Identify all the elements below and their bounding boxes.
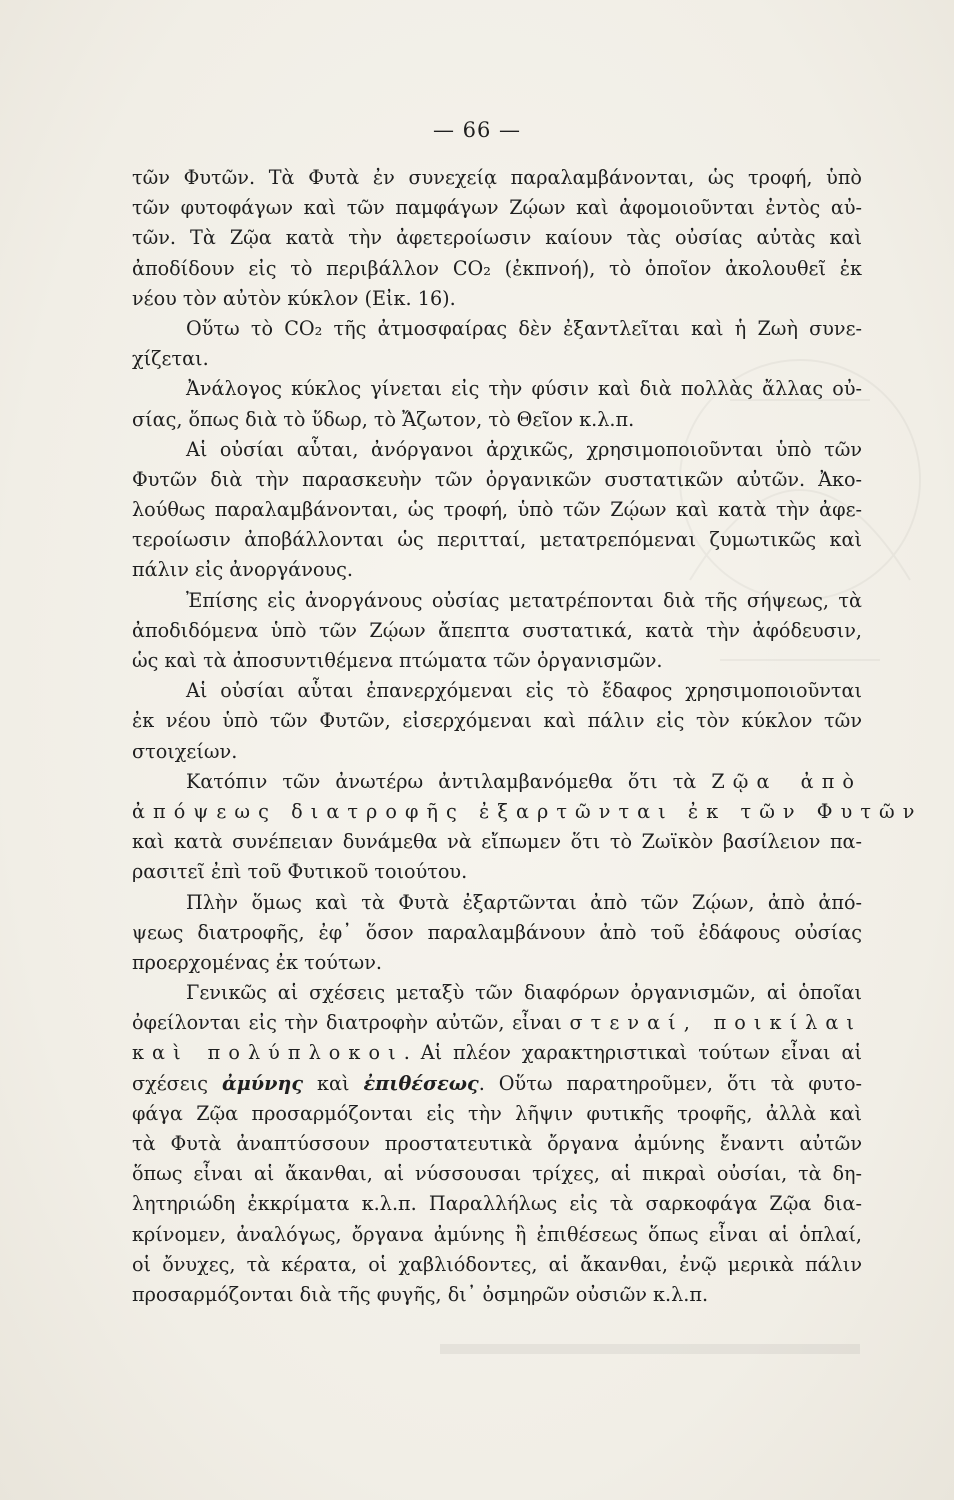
text-line bbox=[132, 1008, 862, 1038]
text-line: Ἐπίσης εἰς ἀνοργάνους οὐσίας μετατρέπονται διὰ τῆς σήψεως, τὰ bbox=[186, 588, 862, 612]
text-line: κρίνομεν, ἀναλόγως, ὄργανα ἀμύνης ἢ ἐπιθέσεως ὅπως εἶναι αἱ ὁπλαί, bbox=[132, 1222, 862, 1246]
text-line: πάλιν εἰς ἀνοργάνους. bbox=[132, 558, 353, 582]
text-line: ὡς καὶ τὰ ἀποσυντιθέμενα πτώματα τῶν ὀργανισμῶν. bbox=[132, 649, 663, 672]
text-line: Γενικῶς αἱ σχέσεις μεταξὺ τῶν διαφόρων ὀργανισμῶν, αἱ ὁποῖαι bbox=[186, 981, 862, 1005]
text-line: τῶν Φυτῶν. Τὰ Φυτὰ ἐν συνεχείᾳ παραλαμβάνονται, ὡς τροφή, ὑπὸ bbox=[132, 166, 862, 189]
text-line: τῶν. Τὰ Ζῷα κατὰ τὴν ἀφετεροίωσιν καίουν τὰς οὐσίας αὐτὰς καὶ bbox=[132, 226, 862, 250]
text-run: σχέσεις bbox=[132, 1071, 222, 1095]
page-number: — 66 — bbox=[432, 118, 522, 142]
emphasis-bold-italic: ἀμύνης bbox=[221, 1071, 304, 1095]
text-line: Αἱ οὐσίαι αὗται ἐπανερχόμεναι εἰς τὸ ἔδαφος χρησιμοποιοῦνται bbox=[186, 679, 862, 703]
body-text bbox=[132, 163, 923, 1310]
text-line: ἀποδίδουν εἰς τὸ περιβάλλον CO₂ (ἐκπνοή), τὸ ὁποῖον ἀκολουθεῖ ἐκ bbox=[132, 256, 862, 280]
text-run: . Οὕτω παρατηροῦμεν, ὅτι τὰ φυτο- bbox=[478, 1071, 863, 1095]
text-line bbox=[132, 1038, 862, 1068]
text-line: λούθως παραλαμβάνονται, ὡς τροφή, ὑπὸ τῶν Ζῴων καὶ κατὰ τὴν ἀφε- bbox=[132, 498, 862, 522]
text-line: χίζεται. bbox=[132, 347, 209, 371]
show-through-caption bbox=[440, 1330, 860, 1370]
text-line: Οὕτω τὸ CO₂ τῆς ἀτμοσφαίρας δὲν ἐξαντλεῖται καὶ ἡ Ζωὴ συνε- bbox=[186, 316, 862, 340]
text-line bbox=[132, 767, 862, 797]
text-run: ὀφείλονται εἰς τὴν διατροφὴν αὐτῶν, εἶναι bbox=[132, 1011, 570, 1035]
emphasis-spaced: Ζῷα ἀπὸ bbox=[711, 769, 862, 793]
text-line: ἐκ νέου ὑπὸ τῶν Φυτῶν, εἰσερχόμεναι καὶ πάλιν εἰς τὸν κύκλον τῶν bbox=[132, 709, 862, 733]
emphasis-spaced: καὶ πολύπλοκοι bbox=[132, 1041, 404, 1065]
text-line: Πλὴν ὅμως καὶ τὰ Φυτὰ ἐξαρτῶνται ἀπὸ τῶν Ζῴων, ἀπὸ ἀπό- bbox=[186, 890, 862, 914]
text-line: καὶ κατὰ συνέπειαν δυνάμεθα νὰ εἴπωμεν ὅτι τὸ Ζωϊκὸν βασίλειον πα- bbox=[132, 830, 862, 854]
emphasis-spaced: στεναί, ποικίλαι bbox=[569, 1011, 862, 1035]
text-run: καὶ bbox=[303, 1071, 364, 1095]
text-line: ἀποδιδόμενα ὑπὸ τῶν Ζῴων ἄπεπτα συστατικά, κατὰ τὴν ἀφόδευσιν, bbox=[132, 618, 862, 642]
text-line: ψεως διατροφῆς, ἐφ᾽ ὅσον παραλαμβάνουν ἀπὸ τοῦ ἐδάφους οὐσίας bbox=[132, 920, 862, 944]
text-line: σίας, ὅπως διὰ τὸ ὕδωρ, τὸ Ἄζωτον, τὸ Θεῖον κ.λ.π. bbox=[132, 407, 635, 431]
text-line: Αἱ οὐσίαι αὗται, ἀνόργανοι ἀρχικῶς, χρησιμοποιοῦνται ὑπὸ τῶν bbox=[186, 437, 862, 461]
text-run: Κατόπιν τῶν ἀνωτέρω ἀντιλαμβανόμεθα ὅτι τὰ bbox=[186, 769, 712, 793]
text-line: οἱ ὄνυχες, τὰ κέρατα, οἱ χαβλιόδοντες, αἱ ἄκανθαι, ἐνῷ μερικὰ πάλιν bbox=[132, 1252, 862, 1276]
text-line: τὰ Φυτὰ ἀναπτύσσουν προστατευτικὰ ὄργανα ἀμύνης ἔναντι αὐτῶν bbox=[132, 1132, 862, 1155]
text-line bbox=[132, 1069, 862, 1099]
text-line: ρασιτεῖ ἐπὶ τοῦ Φυτικοῦ τοιούτου. bbox=[132, 860, 468, 884]
text-line: ὅπως εἶναι αἱ ἄκανθαι, αἱ νύσσουσαι τρίχες, αἱ πικραὶ οὐσίαι, τὰ δη- bbox=[132, 1162, 862, 1186]
text-line: τῶν φυτοφάγων καὶ τῶν παμφάγων Ζῴων καὶ ἀφομοιοῦνται ἐντὸς αὐ- bbox=[132, 196, 862, 220]
text-line: τεροίωσιν ἀποβάλλονται ὡς περιτταί, μετατρεπόμεναι ζυμωτικῶς καὶ bbox=[132, 528, 862, 552]
text-line: φάγα Ζῷα προσαρμόζονται εἰς τὴν λῆψιν φυτικῆς τροφῆς, ἀλλὰ καὶ bbox=[132, 1101, 862, 1125]
text-line: Φυτῶν διὰ τὴν παρασκευὴν τῶν ὀργανικῶν συστατικῶν αὐτῶν. Ἀκο- bbox=[132, 467, 862, 491]
text-line: προσαρμόζονται διὰ τῆς φυγῆς, δι᾽ ὀσμηρῶν οὐσιῶν κ.λ.π. bbox=[132, 1282, 709, 1306]
emphasis-bold-italic: ἐπιθέσεως bbox=[363, 1071, 479, 1095]
text-line: στοιχείων. bbox=[132, 739, 238, 763]
text-line: λητηριώδη ἐκκρίματα κ.λ.π. Παραλλήλως εἰς τὰ σαρκοφάγα Ζῷα δια- bbox=[132, 1192, 862, 1216]
text-line: προερχομένας ἐκ τούτων. bbox=[132, 950, 382, 974]
text-line: Ἀνάλογος κύκλος γίνεται εἰς τὴν φύσιν καὶ διὰ πολλὰς ἄλλας οὐ- bbox=[186, 377, 862, 401]
text-run: . Αἱ πλέον χαρακτηριστικαὶ τούτων εἶναι αἱ bbox=[403, 1041, 862, 1065]
text-line-spaced: ἀπόψεως διατροφῆς ἐξαρτῶνται ἐκ τῶν Φυτῶν bbox=[132, 799, 923, 823]
text-line: νέου τὸν αὐτὸν κύκλον (Εἰκ. 16). bbox=[132, 286, 456, 310]
